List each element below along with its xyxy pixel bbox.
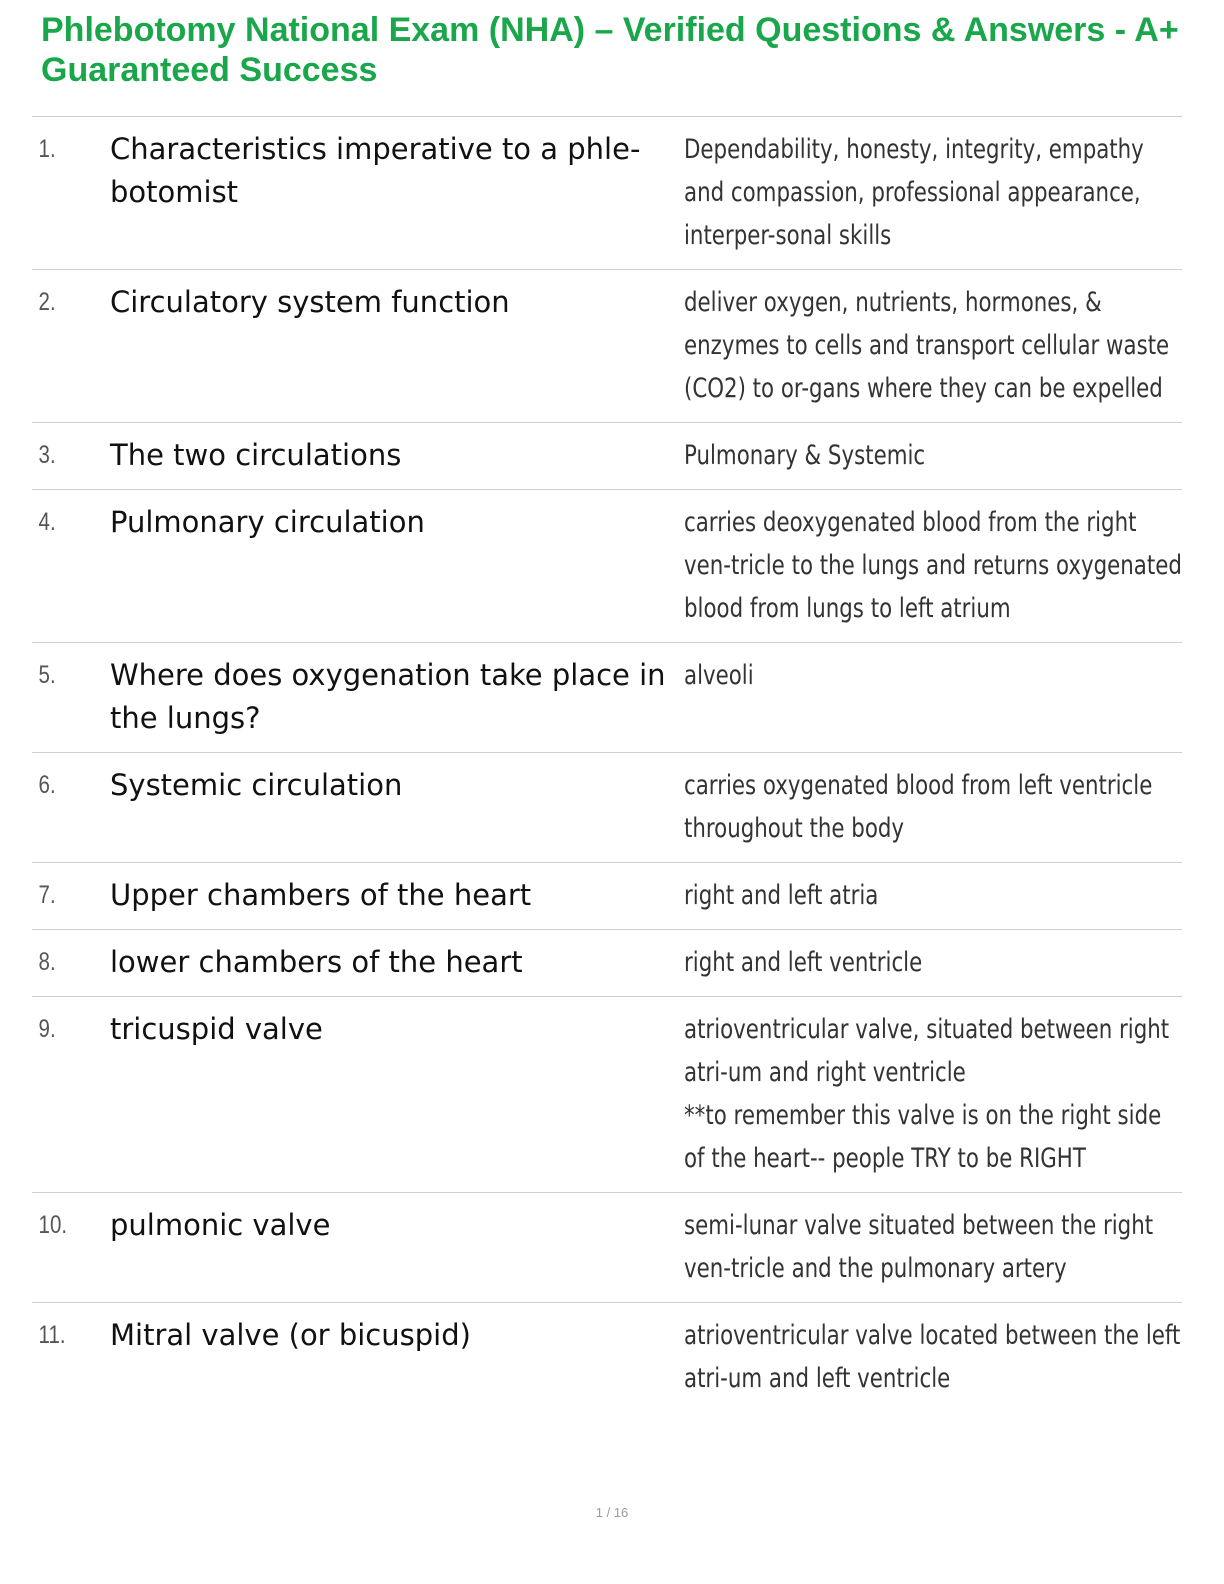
item-question: Mitral valve (or bicuspid) xyxy=(110,1318,471,1352)
item-number: 3. xyxy=(38,441,56,469)
item-question: Pulmonary circulation xyxy=(110,505,425,539)
qa-item-5 xyxy=(32,643,1182,753)
item-number: 9. xyxy=(38,1015,56,1043)
item-answer: Dependability, honesty, integrity, empathy and compassion, professional appearance, interper-sonal skills xyxy=(684,134,1144,251)
qa-item-7 xyxy=(32,863,1182,930)
qa-item-1 xyxy=(32,117,1182,270)
item-answer: carries deoxygenated blood from the right ven-tricle to the lungs and returns oxygenated blood from lungs to left atrium xyxy=(684,507,1182,624)
item-answer: Pulmonary & Systemic xyxy=(684,440,926,471)
item-number: 2. xyxy=(38,288,56,316)
item-answer: carries oxygenated blood from left ventricle throughout the body xyxy=(684,770,1153,844)
qa-item-9 xyxy=(32,997,1182,1193)
item-number: 7. xyxy=(38,881,56,909)
item-number: 8. xyxy=(38,948,56,976)
qa-item-6 xyxy=(32,753,1182,863)
qa-item-4 xyxy=(32,490,1182,643)
item-question: The two circulations xyxy=(110,438,402,472)
item-number: 4. xyxy=(38,508,56,536)
item-answer: right and left ventricle xyxy=(684,947,923,978)
item-number: 1. xyxy=(38,135,56,163)
qa-item-10 xyxy=(32,1193,1182,1303)
qa-list xyxy=(32,116,1182,1412)
item-answer: atrioventricular valve, situated between right atri-um and right ventricle **to remember this valve is on the right side of the heart-- people TRY to be RIGHT xyxy=(684,1014,1170,1174)
item-question: Characteristics imperative to a phle- botomist xyxy=(110,132,641,209)
item-number: 10. xyxy=(38,1211,68,1239)
qa-item-3 xyxy=(32,423,1182,490)
item-number: 6. xyxy=(38,771,56,799)
qa-item-11 xyxy=(32,1303,1182,1412)
qa-item-8 xyxy=(32,930,1182,997)
item-question: Upper chambers of the heart xyxy=(110,878,532,912)
item-number: 5. xyxy=(38,661,56,689)
document-title: Phlebotomy National Exam (NHA) – Verified Questions & Answers - A+ Guaranteed Success xyxy=(41,11,1179,89)
item-question: Where does oxygenation take place in the lungs? xyxy=(110,658,666,735)
item-number: 11. xyxy=(38,1321,66,1349)
item-answer: semi-lunar valve situated between the right ven-tricle and the pulmonary artery xyxy=(684,1210,1154,1284)
item-answer: right and left atria xyxy=(684,880,879,911)
page-number: 1 / 16 xyxy=(595,1505,629,1520)
item-answer: atrioventricular valve located between the left atri-um and left ventricle xyxy=(684,1320,1181,1394)
item-question: lower chambers of the heart xyxy=(110,945,523,979)
item-question: Circulatory system function xyxy=(110,285,510,319)
item-question: pulmonic valve xyxy=(110,1208,331,1242)
item-question: Systemic circulation xyxy=(110,768,403,802)
item-answer: alveoli xyxy=(684,660,754,691)
qa-item-2 xyxy=(32,270,1182,423)
item-question: tricuspid valve xyxy=(110,1012,323,1046)
item-answer: deliver oxygen, nutrients, hormones, & enzymes to cells and transport cellular waste (CO2) to or-gans where they can be expelled xyxy=(684,287,1170,404)
